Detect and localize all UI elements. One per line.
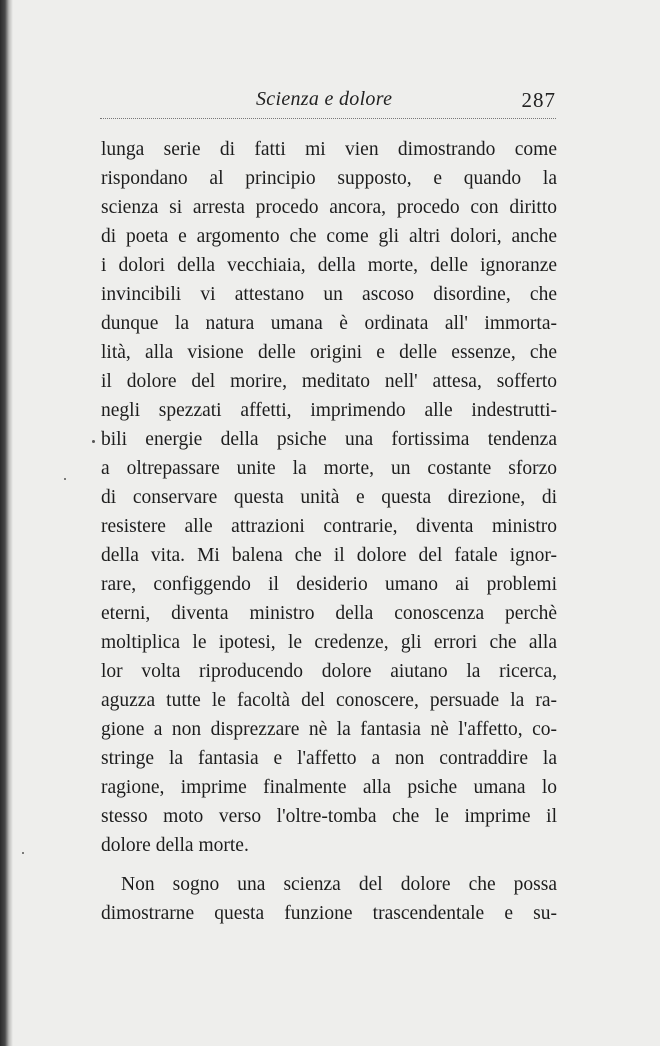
print-speck	[92, 440, 95, 443]
page-number: 287	[521, 88, 556, 112]
text-line: rare, configgendo il desiderio umano ai problemi	[101, 574, 557, 595]
text-line: gione a non disprezzare nè la fantasia nè l'affetto, co-	[101, 719, 557, 740]
text-line: resistere alle attrazioni contrarie, diventa ministro	[101, 516, 557, 537]
print-speck	[64, 478, 66, 480]
text-line: a oltrepassare unite la morte, un costante sforzo	[101, 458, 557, 479]
print-speck	[22, 852, 24, 854]
paragraph-1	[101, 135, 557, 860]
page-header	[100, 86, 556, 118]
text-line: invincibili vi attestano un ascoso disordine, che	[101, 284, 557, 305]
paragraph-gap	[101, 860, 557, 870]
text-line: aguzza tutte le facoltà del conoscere, persuade la ra-	[101, 690, 557, 711]
text-line: della vita. Mi balena che il dolore del fatale ignor-	[101, 545, 557, 566]
text-line: stesso moto verso l'oltre-tomba che le imprime il	[101, 806, 557, 827]
text-line: rispondano al principio supposto, e quando la	[101, 168, 557, 189]
text-line: lunga serie di fatti mi vien dimostrando come	[101, 139, 557, 160]
page-binding-edge	[0, 0, 13, 1046]
text-line: lità, alla visione delle origini e delle essenze, che	[101, 342, 557, 363]
text-line: negli spezzati affetti, imprimendo alle indestrutti-	[101, 400, 557, 421]
running-title: Scienza e dolore	[256, 88, 393, 110]
text-line: bili energie della psiche una fortissima tendenza	[101, 429, 557, 450]
text-line: dolore della morte.	[101, 835, 249, 856]
text-line: eterni, diventa ministro della conoscenza perchè	[101, 603, 557, 624]
text-line: i dolori della vecchiaia, della morte, delle ignoranze	[101, 255, 557, 276]
text-line: Non sogno una scienza del dolore che possa	[121, 874, 557, 895]
body-text	[101, 135, 557, 928]
text-line: di poeta e argomento che come gli altri dolori, anche	[101, 226, 557, 247]
text-line: dimostrarne questa funzione trascendentale e su-	[101, 903, 557, 924]
text-line: moltiplica le ipotesi, le credenze, gli errori che alla	[101, 632, 557, 653]
text-line: stringe la fantasia e l'affetto a non contraddire la	[101, 748, 557, 769]
paragraph-2	[101, 870, 557, 928]
text-line: di conservare questa unità e questa direzione, di	[101, 487, 557, 508]
header-rule	[100, 118, 556, 119]
text-line: ragione, imprime finalmente alla psiche umana lo	[101, 777, 557, 798]
text-line: lor volta riproducendo dolore aiutano la ricerca,	[101, 661, 557, 682]
text-line: scienza si arresta procedo ancora, procedo con diritto	[101, 197, 557, 218]
text-line: il dolore del morire, meditato nell' attesa, sofferto	[101, 371, 557, 392]
text-line: dunque la natura umana è ordinata all' immorta-	[101, 313, 557, 334]
